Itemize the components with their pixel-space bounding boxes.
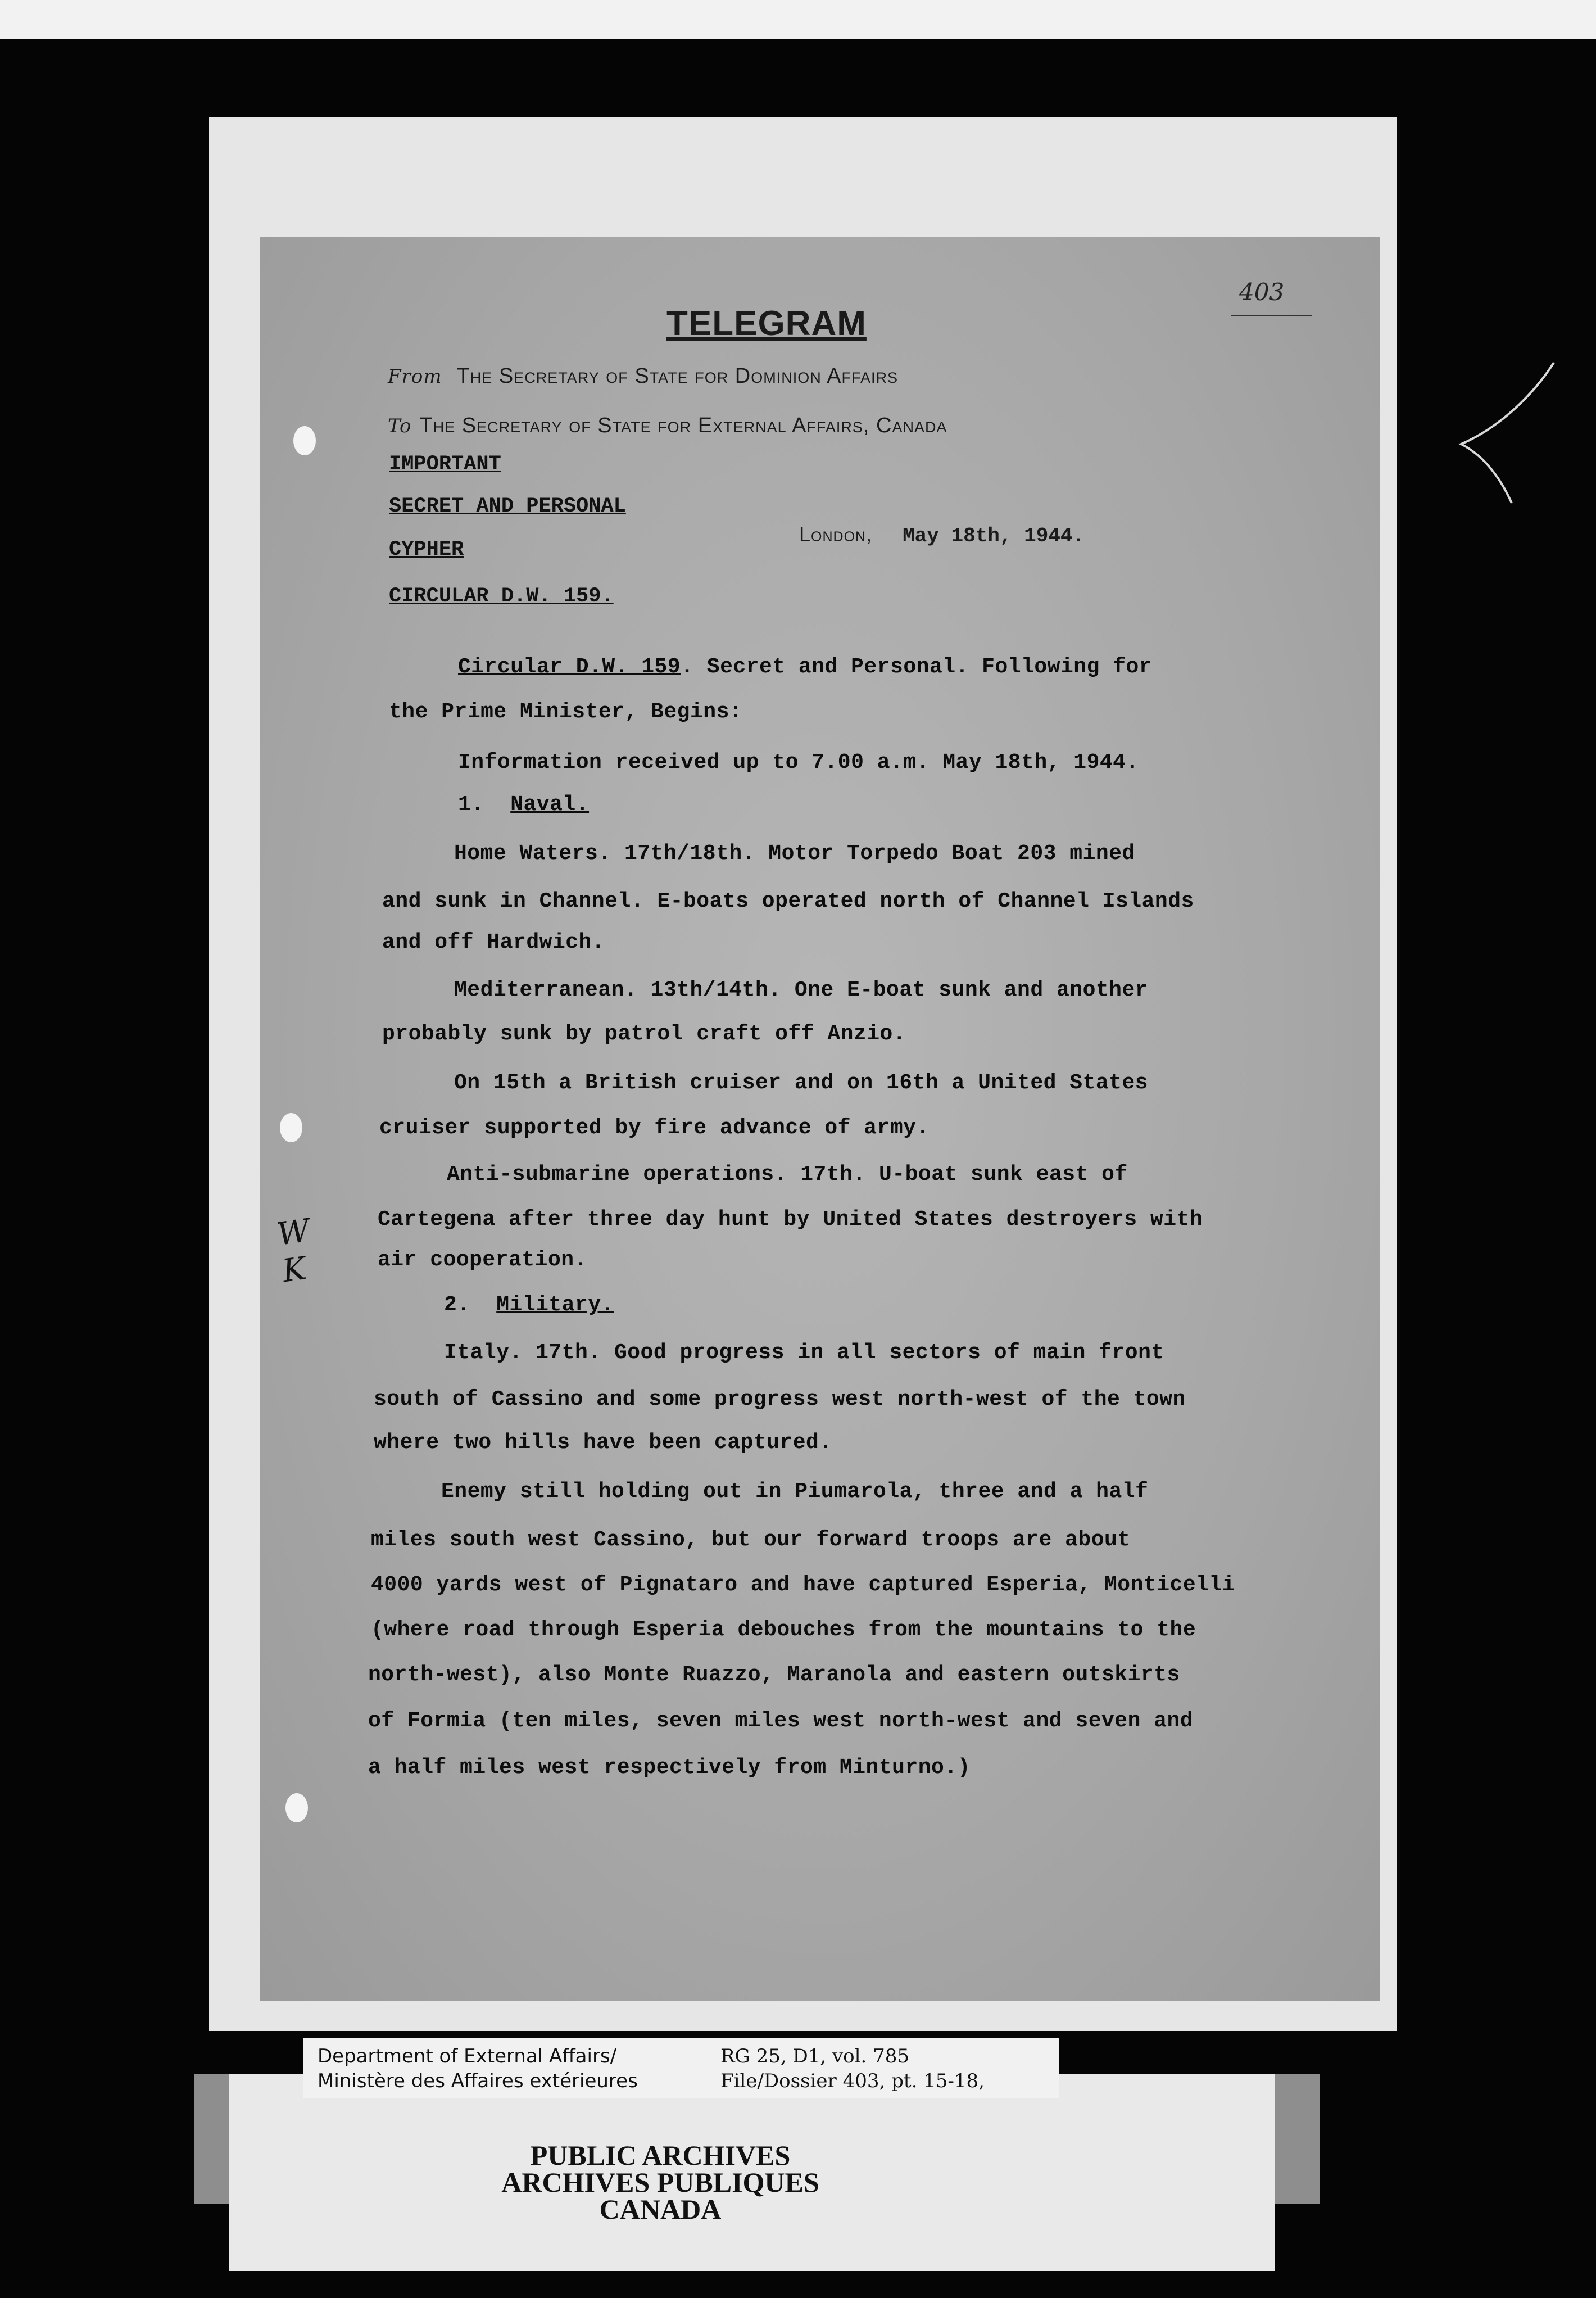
military-line-8: north-west), also Monte Ruazzo, Maranola and eastern outskirts <box>368 1663 1180 1687</box>
body-intro-line-2: the Prime Minister, Begins: <box>389 700 743 724</box>
section-2-number: 2. <box>444 1293 470 1317</box>
classification-secret: SECRET AND PERSONAL <box>389 495 626 518</box>
naval-line-7: cruiser supported by fire advance of army. <box>379 1116 930 1140</box>
department-name <box>318 2044 638 2093</box>
military-line-10: a half miles west respectively from Minturno.) <box>368 1756 971 1780</box>
film-border-top <box>0 0 1596 39</box>
section-1-heading <box>458 793 589 817</box>
initial-w: W <box>275 1212 312 1254</box>
naval-line-1: Home Waters. 17th/18th. Motor Torpedo Boat 203 mined <box>454 842 1135 866</box>
naval-line-5: probably sunk by patrol craft off Anzio. <box>382 1022 906 1046</box>
initial-k: K <box>280 1250 309 1290</box>
military-line-2: south of Cassino and some progress west north-west of the town <box>374 1387 1186 1412</box>
military-line-1: Italy. 17th. Good progress in all sectors of main front <box>444 1341 1164 1365</box>
punch-hole <box>285 1793 308 1822</box>
archive-strip-shadow <box>194 2074 229 2204</box>
handwritten-check-mark <box>1450 360 1562 506</box>
reference-file: File/Dossier 403, pt. 15-18, <box>720 2070 985 2092</box>
military-line-3: where two hills have been captured. <box>374 1431 832 1455</box>
archive-strip-shadow <box>1275 2074 1320 2204</box>
classification-cypher: CYPHER <box>389 538 464 562</box>
naval-line-2: and sunk in Channel. E-boats operated north of Channel Islands <box>382 889 1194 913</box>
naval-line-9: Cartegena after three day hunt by United States destroyers with <box>378 1207 1203 1232</box>
archives-line-country: CANADA <box>599 2193 722 2225</box>
section-1-title: Naval. <box>510 793 590 817</box>
from-label: From <box>388 365 442 388</box>
archive-reference <box>720 2044 985 2093</box>
circular-ref: Circular D.W. 159 <box>458 655 681 679</box>
department-fr: Ministère des Affaires extérieures <box>318 2070 638 2092</box>
section-2-heading <box>444 1293 614 1317</box>
to-value: The Secretary of State for External Affairs, Canada <box>419 414 947 437</box>
dateline-place: London, <box>799 523 873 546</box>
archives-line-fr: ARCHIVES PUBLIQUES <box>501 2166 819 2198</box>
from-value: The Secretary of State for Dominion Affairs <box>456 364 899 388</box>
punch-hole <box>293 426 316 455</box>
naval-line-4: Mediterranean. 13th/14th. One E-boat sunk and another <box>454 978 1149 1002</box>
telegram-title: TELEGRAM <box>666 304 867 343</box>
military-line-9: of Formia (ten miles, seven miles west north-west and seven and <box>368 1709 1194 1733</box>
classification-important: IMPORTANT <box>389 453 501 476</box>
page-number: 403 <box>1239 278 1285 306</box>
section-2-title: Military. <box>496 1293 614 1317</box>
to-label: To <box>388 415 412 437</box>
military-line-6: 4000 yards west of Pignataro and have captured Esperia, Monticelli <box>371 1573 1236 1597</box>
naval-line-8: Anti-submarine operations. 17th. U-boat sunk east of <box>447 1162 1128 1187</box>
naval-line-6: On 15th a British cruiser and on 16th a United States <box>454 1071 1149 1095</box>
naval-line-10: air cooperation. <box>378 1248 587 1272</box>
military-line-7: (where road through Esperia debouches from the mountains to the <box>371 1618 1196 1642</box>
reference-volume: RG 25, D1, vol. 785 <box>720 2045 910 2068</box>
body-intro-line-1 <box>458 655 1152 679</box>
classification-circular: CIRCULAR D.W. 159. <box>389 585 614 608</box>
from-line <box>388 364 898 388</box>
department-en: Department of External Affairs/ <box>318 2045 617 2068</box>
to-line <box>388 414 947 438</box>
naval-line-3: and off Hardwich. <box>382 930 605 955</box>
page-number-underline <box>1231 315 1312 316</box>
intro-rest: . Secret and Personal. Following for <box>681 655 1153 679</box>
punch-hole <box>280 1113 302 1142</box>
military-line-4: Enemy still holding out in Piumarola, three and a half <box>441 1480 1149 1504</box>
dateline-date: May 18th, 1944. <box>903 524 1085 548</box>
info-line: Information received up to 7.00 a.m. May 18th, 1944. <box>458 750 1139 775</box>
military-line-5: miles south west Cassino, but our forward troops are about <box>371 1528 1131 1552</box>
dateline <box>799 523 1085 548</box>
section-1-number: 1. <box>458 793 484 817</box>
archives-line-en: PUBLIC ARCHIVES <box>530 2139 791 2171</box>
